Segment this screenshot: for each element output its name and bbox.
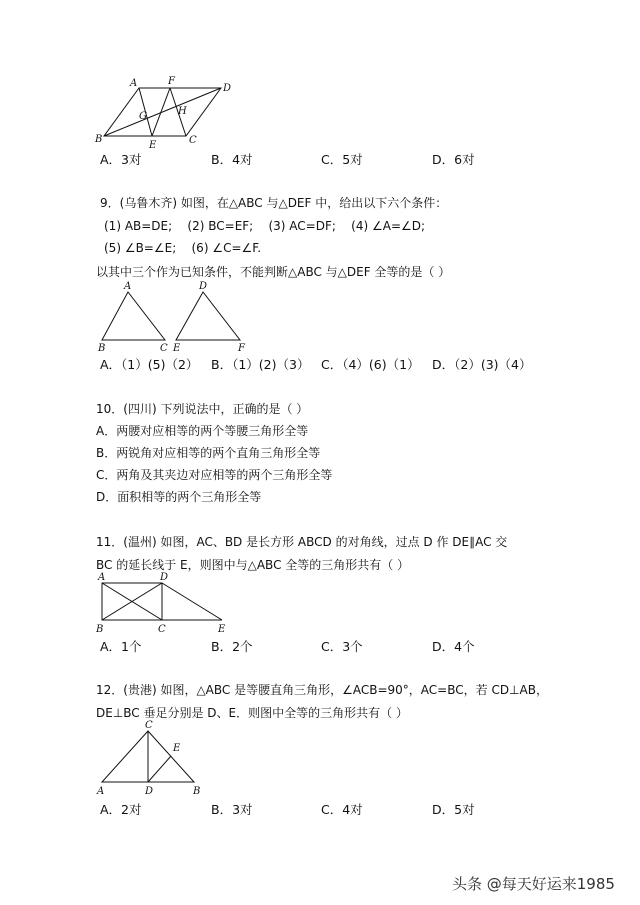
q8-label-c: C [189,135,197,146]
q9-label-c: C [160,343,168,354]
q11-label-e: E [218,624,226,635]
q12-stem-1: 12．(贵港) 如图，△ABC 是等腰直角三角形，∠ACB=90°，AC=BC，若 CD⊥AB， [96,683,548,697]
q12-option-b[interactable]: B．3对 [211,802,253,817]
q11-label-a: A [98,572,106,583]
q8-label-d: D [223,83,232,94]
q8-label-a: A [130,78,138,89]
q9-label-d: D [199,281,208,292]
q12-label-a: A [97,786,105,797]
q8-outline [104,88,221,136]
q11-label-d: D [160,572,169,583]
q11-diagonal-ac [102,583,162,620]
q9-label-f: F [238,343,245,354]
q10-choice-b[interactable]: B．两锐角对应相等的两个直角三角形全等 [96,446,321,460]
q8-line-af-e [139,88,152,136]
q11-diagonal-bd [102,583,162,620]
q8-label-b: B [95,134,103,145]
q12-option-a[interactable]: A．2对 [100,802,142,817]
q12-option-c[interactable]: C．4对 [321,802,363,817]
q11-option-b[interactable]: B．2个 [211,639,253,654]
q8-label-g: G [139,111,147,122]
q8-option-a[interactable]: A．3对 [100,152,142,167]
q12-label-b: B [193,786,201,797]
q12-label-c: C [145,720,153,731]
q9-option-c[interactable]: C．（4）(6)（1） [321,357,420,372]
q8-label-f: F [168,76,175,87]
q9-option-b[interactable]: B．（1）(2)（3） [211,357,310,372]
q9-label-a: A [124,281,132,292]
q9-question: 以其中三个作为已知条件，不能判断△ABC 与△DEF 全等的是（ ） [96,265,451,279]
q9-label-b: B [98,343,106,354]
q11-option-a[interactable]: A．1个 [100,639,142,654]
q9-triangle-def [176,292,240,340]
q12-label-d: D [145,786,154,797]
q12-label-e: E [173,743,181,754]
q11-label-b: B [96,624,104,635]
q10-choice-d[interactable]: D．面积相等的两个三角形全等 [96,490,262,504]
q8-label-h: H [178,106,187,117]
q10-choice-a[interactable]: A．两腰对应相等的两个等腰三角形全等 [96,424,309,438]
q8-label-e: E [149,140,157,151]
q9-option-a[interactable]: A．（1）(5)（2） [100,357,199,372]
q12-stem-2: DE⊥BC 垂足分别是 D、E．则图中全等的三角形共有（ ） [96,706,408,720]
q9-option-d[interactable]: D．（2）(3)（4） [432,357,532,372]
q8-line-f-c [170,88,186,136]
watermark: 头条 @每天好运来1985 [452,875,615,893]
q12-triangle-abc [102,731,194,782]
q12-line-de [148,756,171,782]
q8-option-d[interactable]: D．6对 [432,152,475,167]
q8-option-b[interactable]: B．4对 [211,152,253,167]
q9-label-e: E [173,343,181,354]
q12-option-d[interactable]: D．5对 [432,802,475,817]
q8-parallelogram [104,88,221,136]
q10-stem: 10．(四川) 下列说法中，正确的是（ ） [96,402,309,416]
q11-stem-2: BC 的延长线于 E，则图中与△ABC 全等的三角形共有（ ） [96,558,410,572]
q9-stem: 9．(乌鲁木齐) 如图，在△ABC 与△DEF 中，给出以下六个条件： [100,196,448,210]
q8-line-ef [152,88,170,136]
q9-conditions-1: (1) AB=DE; (2) BC=EF; (3) AC=DF; (4) ∠A=∠D; [104,219,426,233]
q8-line-bd [104,88,221,136]
q11-option-c[interactable]: C．3个 [321,639,363,654]
q10-choice-c[interactable]: C．两角及其夹边对应相等的两个三角形全等 [96,468,333,482]
q11-label-c: C [158,624,166,635]
q11-rectangle-abcd [102,583,162,620]
q11-line-de [162,583,222,620]
q9-conditions-2: (5) ∠B=∠E; (6) ∠C=∠F. [104,241,262,255]
q11-option-d[interactable]: D．4个 [432,639,475,654]
q8-option-c[interactable]: C．5对 [321,152,363,167]
q11-stem-1: 11．(温州) 如图，AC、BD 是长方形 ABCD 的对角线，过点 D 作 DE∥AC 交 [96,535,508,549]
q9-triangle-abc [102,292,165,340]
